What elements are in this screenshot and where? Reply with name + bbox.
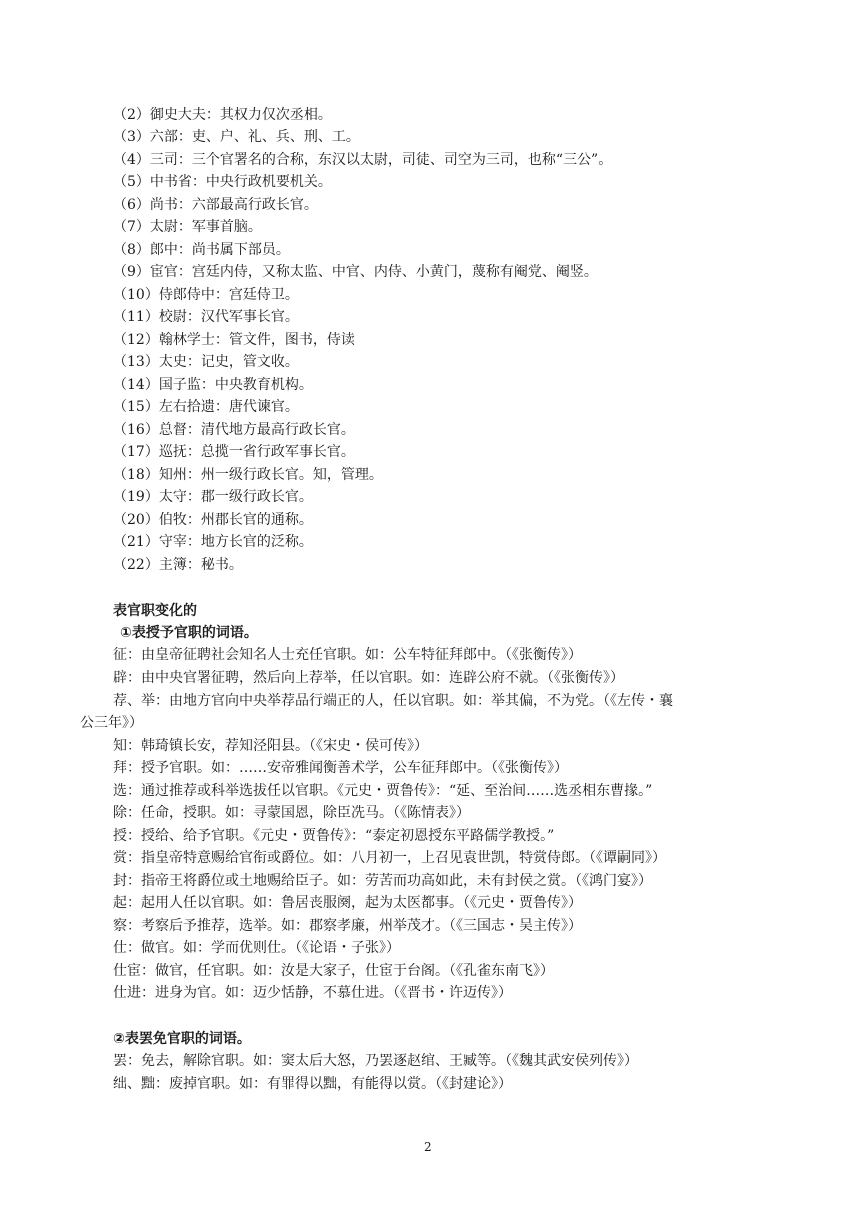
- list-item: （13）太史：记史，管文收。: [113, 354, 299, 370]
- grant-entry: 选：通过推荐或科举选拔任以官职。《元史・贾鲁传》：“延、至治间……选丞相东曹掾。”: [113, 783, 653, 799]
- grant-entry: 起：起用人任以官职。如：鲁居丧服阕，起为太医都事。（《元史・贾鲁传》）: [113, 895, 582, 911]
- grant-entry-continued: 公三年》）: [80, 715, 143, 731]
- grant-entry: 荐、举：由地方官向中央举荐品行端正的人，任以官职。如：举其偏，不为党。（《左传・襄: [113, 693, 673, 709]
- grant-entry: 察：考察后予推荐，选举。如：郡察孝廉，州举茂才。（《三国志・吴主传》）: [113, 918, 582, 934]
- list-item: （12）翰林学士：管文件，图书，侍读: [113, 332, 355, 348]
- list-item: （14）国子监：中央教育机构。: [113, 377, 313, 393]
- list-item: （15）左右拾遗：唐代谏官。: [113, 399, 299, 415]
- grant-entry: 除：任命，授职。如：寻蒙国恩，除臣冼马。（《陈情表》）: [113, 805, 470, 821]
- grant-entry: 仕宦：做官，任官职。如：汝是大家子，仕宦于台阁。（《孔雀东南飞》）: [113, 963, 554, 979]
- subsection-title-grant: ①表授予官职的词语。: [120, 625, 258, 641]
- list-item: （21）守宰：地方长官的泛称。: [113, 534, 313, 550]
- grant-entry: 仕进：进身为官。如：迈少恬静，不慕仕进。（《晋书・许迈传》）: [113, 985, 512, 1001]
- grant-entry: 拜：授予官职。如：……安帝雅闻衡善术学，公车征拜郎中。（《张衡传》）: [113, 760, 568, 776]
- page-number: 2: [424, 1140, 432, 1154]
- grant-entry: 辟：由中央官署征聘，然后向上荐举，任以官职。如：连辟公府不就。（《张衡传》）: [113, 670, 624, 686]
- grant-entry: 授：授给、给予官职。《元史・贾鲁传》：“泰定初恩授东平路儒学教授。”: [113, 828, 555, 844]
- list-item: （16）总督：清代地方最高行政长官。: [113, 422, 355, 438]
- grant-entry: 仕：做官。如：学而优则仕。（《论语・子张》）: [113, 940, 400, 956]
- list-item: （5）中书省：中央行政机要机关。: [113, 174, 332, 190]
- list-item: （22）主簿：秘书。: [113, 557, 243, 573]
- list-item: （19）太守：郡一级行政长官。: [113, 489, 313, 505]
- list-item: （17）巡抚：总揽一省行政军事长官。: [113, 444, 355, 460]
- list-item: （8）郎中：尚书属下部员。: [113, 242, 290, 258]
- dismiss-entry: 绌、黜：废掉官职。如：有罪得以黜，有能得以赏。（《封建论》）: [113, 1076, 512, 1092]
- list-item: （10）侍郎侍中：宫廷侍卫。: [113, 287, 299, 303]
- subsection-title-dismiss: ②表罢免官职的词语。: [113, 1031, 251, 1047]
- section-title: 表官职变化的: [113, 603, 197, 619]
- grant-entry: 知：韩琦镇长安，荐知泾阳县。（《宋史・侯可传》）: [113, 738, 428, 754]
- grant-entry: 封：指帝王将爵位或土地赐给臣子。如：劳苦而功高如此，未有封侯之赏。（《鸿门宴》）: [113, 873, 652, 889]
- list-item: （18）知州：州一级行政长官。知，管理。: [113, 467, 383, 483]
- grant-entry: 征：由皇帝征聘社会知名人士充任官职。如：公车特征拜郎中。（《张衡传》）: [113, 647, 582, 663]
- list-item: （3）六部：吏、户、礼、兵、刑、工。: [113, 129, 360, 145]
- list-item: （11）校尉：汉代军事长官。: [113, 309, 299, 325]
- grant-entry: 赏：指皇帝特意赐给官衔或爵位。如：八月初一，上召见袁世凯，特赏侍郎。（《谭嗣同》）: [113, 850, 666, 866]
- list-item: （9）宦官：宫廷内侍，又称太监、中官、内侍、小黄门，蔑称有阉党、阉竖。: [113, 264, 598, 280]
- list-item: （7）太尉：军事首脑。: [113, 219, 262, 235]
- list-item: （4）三司：三个官署名的合称，东汉以太尉，司徒、司空为三司，也称“三公”。: [113, 152, 613, 168]
- list-item: （6）尚书：六部最高行政长官。: [113, 197, 318, 213]
- dismiss-entry: 罢：免去，解除官职。如：窦太后大怒，乃罢逐赵绾、王臧等。（《魏其武安侯列传》）: [113, 1053, 638, 1069]
- list-item: （2）御史大夫：其权力仅次丞相。: [113, 107, 332, 123]
- list-item: （20）伯牧：州郡长官的通称。: [113, 512, 313, 528]
